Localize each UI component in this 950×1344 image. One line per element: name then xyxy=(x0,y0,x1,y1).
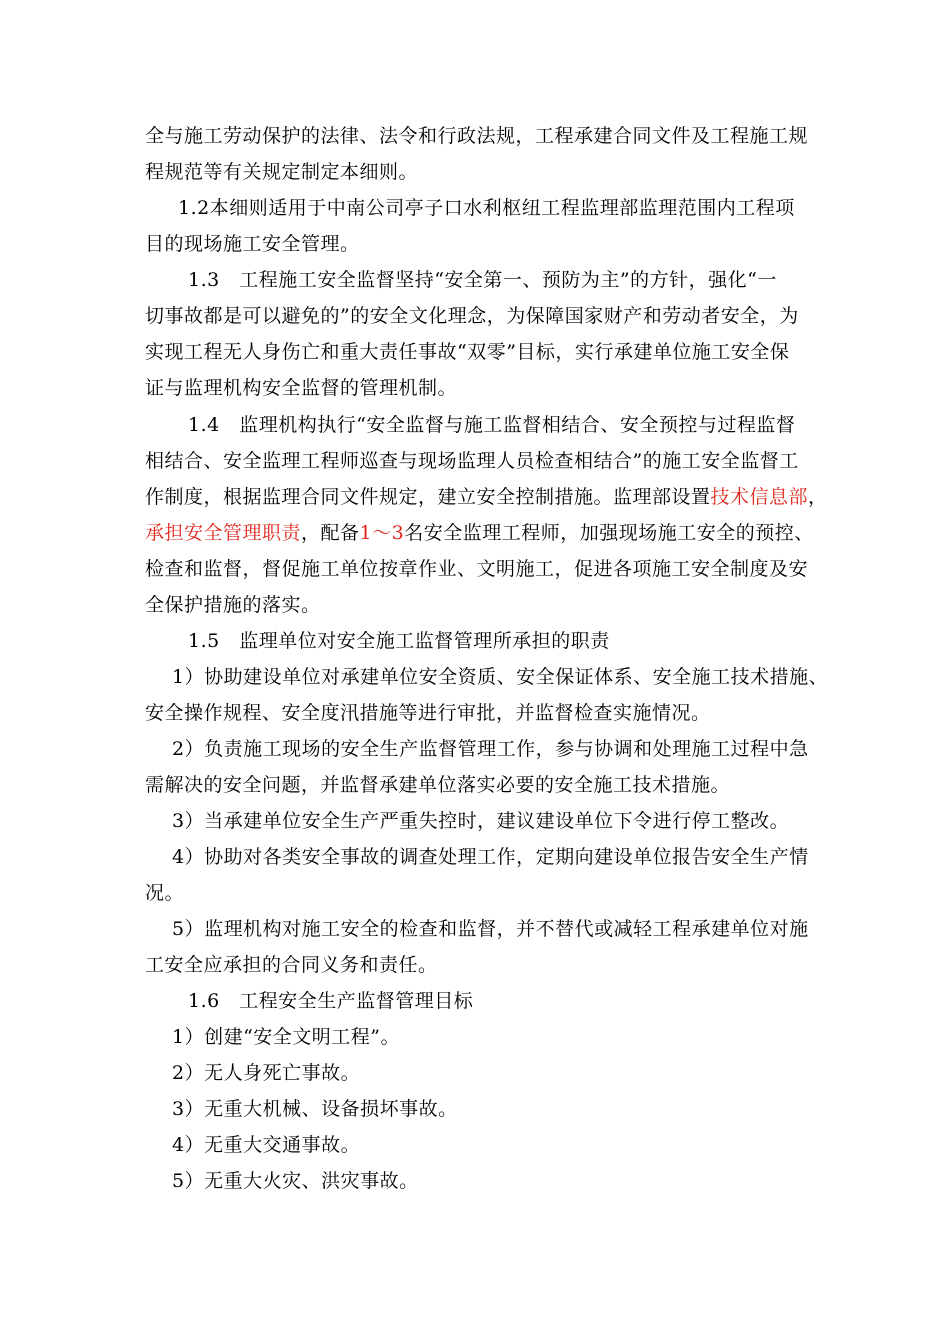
text-segment: 程规范等有关规定制定本细则。 xyxy=(145,161,419,183)
text-segment: 切事故都是可以避免的”的安全文化理念，为保障国家财产和劳动者安全，为 xyxy=(145,305,799,327)
text-line xyxy=(145,304,799,328)
text-segment: 1）协助建设单位对承建单位安全资质、安全保证体系、安全施工技术措施、 xyxy=(172,666,829,688)
text-segment: 安全操作规程、安全度汛措施等进行审批，并监督检查实施情况。 xyxy=(145,702,711,724)
text-line xyxy=(188,413,795,437)
text-line xyxy=(172,917,809,941)
text-segment: 名安全监理工程师，加强现场施工安全的预控、 xyxy=(404,522,814,544)
text-segment: 作制度，根据监理合同文件规定，建立安全控制措施。监理部设置 xyxy=(145,486,711,508)
text-segment: 2）负责施工现场的安全生产监督管理工作，参与协调和处理施工过程中急 xyxy=(172,738,809,760)
text-segment: 5）无重大火灾、洪灾事故。 xyxy=(172,1170,419,1192)
text-segment: 需解决的安全问题，并监督承建单位落实必要的安全施工技术措施。 xyxy=(145,774,731,796)
text-segment: 检查和监督，督促施工单位按章作业、文明施工，促进各项施工安全制度及安 xyxy=(145,558,809,580)
text-line xyxy=(188,629,610,653)
text-segment: 3）无重大机械、设备损坏事故。 xyxy=(172,1098,458,1120)
highlighted-text: 技术信息部 xyxy=(710,486,809,508)
text-segment: 1）创建“安全文明工程”。 xyxy=(172,1026,401,1048)
text-segment: 工安全应承担的合同义务和责任。 xyxy=(145,954,438,976)
text-segment: 相结合、安全监理工程师巡查与现场监理人员检查相结合”的施工安全监督工 xyxy=(145,450,799,472)
text-segment: ， xyxy=(808,486,828,508)
text-segment: 1.3 工程施工安全监督坚持“安全第一、预防为主”的方针，强化“一 xyxy=(188,269,777,291)
text-segment: 实现工程无人身伤亡和重大责任事故“双零”目标，实行承建单位施工安全保 xyxy=(145,341,790,363)
text-line xyxy=(172,809,789,833)
text-line xyxy=(145,701,711,725)
text-line xyxy=(145,376,457,400)
text-line xyxy=(145,557,808,581)
text-line xyxy=(188,989,473,1013)
text-line xyxy=(172,1169,419,1193)
text-line xyxy=(145,485,828,509)
highlighted-text: 承担安全管理职责 xyxy=(145,522,302,544)
text-segment: 目的现场施工安全管理。 xyxy=(145,233,360,255)
text-segment: ，配备 xyxy=(301,522,360,544)
text-line xyxy=(178,196,795,220)
text-segment: 2）无人身死亡事故。 xyxy=(172,1062,361,1084)
text-segment: 1.6 工程安全生产监督管理目标 xyxy=(188,990,474,1012)
text-line xyxy=(145,521,814,545)
text-line xyxy=(172,1061,360,1085)
text-segment: 4）协助对各类安全事故的调查处理工作，定期向建设单位报告安全生产情 xyxy=(172,846,809,868)
text-line xyxy=(172,1097,458,1121)
highlighted-text: 1～3 xyxy=(359,522,405,544)
text-segment: 证与监理机构安全监督的管理机制。 xyxy=(145,377,458,399)
text-segment: 1.5 监理单位对安全施工监督管理所承担的职责 xyxy=(188,630,610,652)
text-segment: 4）无重大交通事故。 xyxy=(172,1134,361,1156)
text-segment: 1.4 监理机构执行“安全监督与施工监督相结合、安全预控与过程监督 xyxy=(188,414,796,436)
text-line xyxy=(145,449,799,473)
text-line xyxy=(145,593,321,617)
text-line xyxy=(145,232,360,256)
text-segment: 况。 xyxy=(145,882,185,904)
text-line xyxy=(188,268,777,292)
text-line xyxy=(172,845,809,869)
text-line xyxy=(145,773,730,797)
text-segment: 3）当承建单位安全生产严重失控时，建议建设单位下令进行停工整改。 xyxy=(172,810,790,832)
text-segment: 全与施工劳动保护的法律、法令和行政法规，工程承建合同文件及工程施工规 xyxy=(145,125,809,147)
text-line xyxy=(145,124,808,148)
text-segment: 5）监理机构对施工安全的检查和监督，并不替代或减轻工程承建单位对施 xyxy=(172,918,809,940)
text-line xyxy=(145,881,184,905)
text-segment: 1.2本细则适用于中南公司亭子口水利枢纽工程监理部监理范围内工程项 xyxy=(178,197,795,219)
text-line xyxy=(172,665,828,689)
text-line xyxy=(145,160,418,184)
text-line xyxy=(145,340,789,364)
text-line xyxy=(172,737,809,761)
text-line xyxy=(172,1025,400,1049)
text-segment: 全保护措施的落实。 xyxy=(145,594,321,616)
text-line xyxy=(172,1133,360,1157)
text-line xyxy=(145,953,438,977)
